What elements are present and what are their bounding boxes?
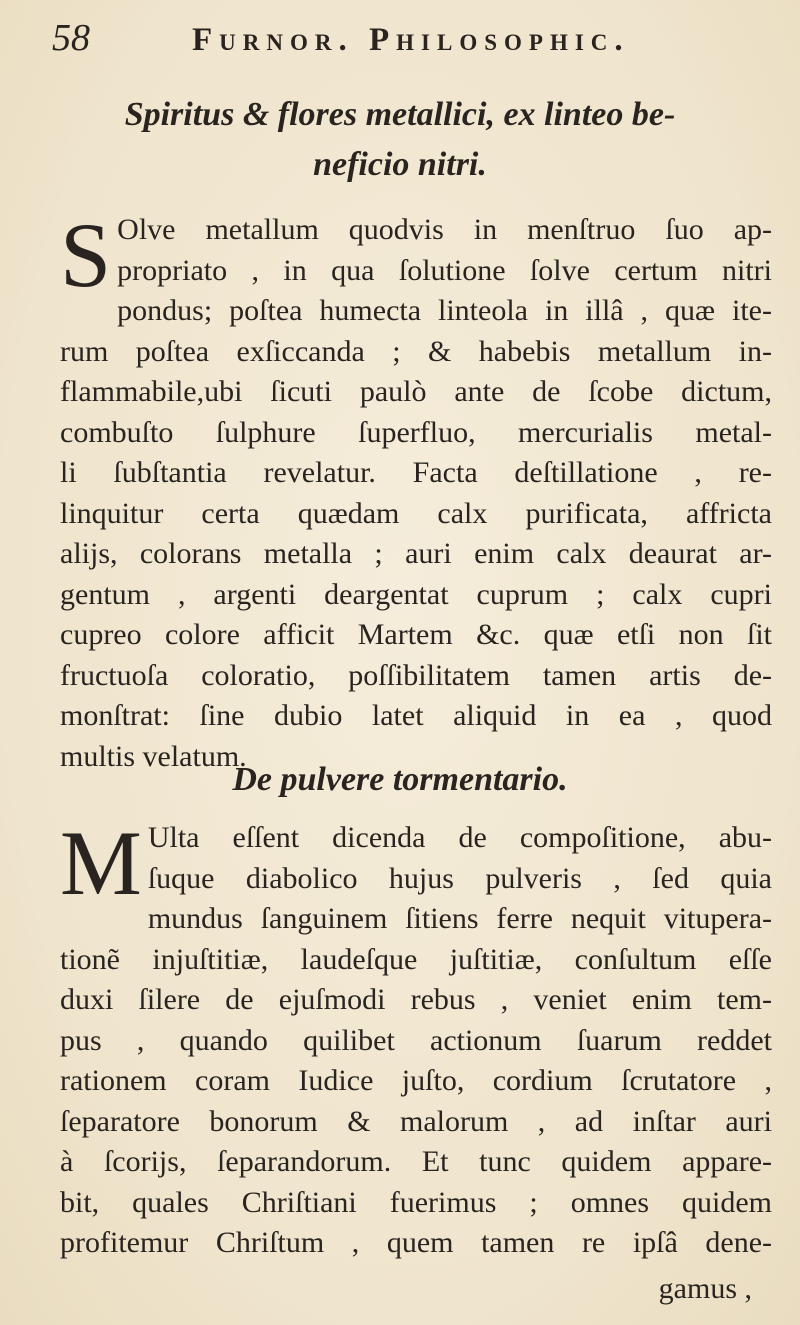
text-line: linquitur certa quædam calx purificata, affricta	[60, 496, 772, 530]
paragraph-spiritus	[60, 204, 772, 777]
text-line: monſtrat: ſine dubio latet aliquid in ea , quod	[60, 699, 772, 732]
page-number: 58	[52, 17, 90, 59]
text-line: fructuoſa coloratio, poſſibilitatem tamen artis de-	[60, 658, 772, 692]
text-line: flammabile,ubi ſicuti paulò ante de ſcobe dictum,	[60, 375, 772, 408]
text-line: combuſto ſulphure ſuperfluo, mercurialis metal-	[60, 415, 772, 449]
text-line: pus , quando quilibet actionum ſuarum reddet	[60, 1023, 772, 1057]
text-line: li ſubſtantia revelatur. Facta deſtillatione , re-	[60, 456, 772, 489]
text-line: propriato , in qua ſolutione ſolve certum nitri	[117, 253, 772, 287]
running-head: Furnor. Philosophic.	[192, 22, 630, 58]
text-line: alijs, colorans metalla ; auri enim calx deaurat ar-	[60, 537, 772, 570]
section-title-spiritus	[60, 90, 740, 190]
catchword: gamus ,	[658, 1272, 752, 1305]
text-line: gentum , argenti deargentat cuprum ; calx cupri	[60, 577, 772, 611]
title-line: Spiritus & flores metallici, ex linteo be-	[124, 96, 676, 133]
text-line: duxi ſilere de ejuſmodi rebus , veniet enim tem-	[60, 983, 772, 1016]
text-line: Olve metallum quodvis in menſtruo ſuo ap-	[117, 213, 772, 246]
drop-cap: S	[60, 204, 112, 306]
text-line: à ſcorijs, ſeparandorum. Et tunc quidem appare-	[60, 1145, 772, 1178]
text-line: multis velatum.	[60, 739, 247, 773]
text-line: Ulta eſſent dicenda de compoſitione, abu-	[147, 821, 772, 854]
text-line: rum poſtea exſiccanda ; & habebis metallum in-	[60, 334, 772, 368]
text-line: ſeparatore bonorum & malorum , ad inſtar auri	[60, 1104, 772, 1138]
drop-cap: M	[60, 812, 142, 914]
text-line: profitemur Chriſtum , quem tamen re ipſâ dene-	[60, 1226, 772, 1259]
paragraph-pulvere	[60, 812, 772, 1264]
text-line: bit, quales Chriſtiani fuerimus ; omnes quidem	[60, 1185, 772, 1219]
text-line: pondus; poſtea humecta linteola in illâ , quæ ite-	[117, 294, 772, 327]
text-line: cupreo colore afficit Martem &c. quæ etſi non ſit	[60, 618, 772, 651]
text-line: tionẽ injuſtitiæ, laudeſque juſtitiæ, conſultum eſſe	[60, 942, 772, 976]
text-line: mundus ſanguinem ſitiens ferre nequit vitupera-	[147, 902, 772, 935]
text-line: ſuque diabolico hujus pulveris , ſed quia	[147, 861, 772, 895]
page-header	[52, 16, 740, 66]
section-title-pulvere: De pulvere tormentario.	[232, 761, 568, 798]
text-line: rationem coram Iudice juſto, cordium ſcrutatore ,	[60, 1064, 772, 1097]
title-line: neficio nitri.	[313, 146, 487, 183]
